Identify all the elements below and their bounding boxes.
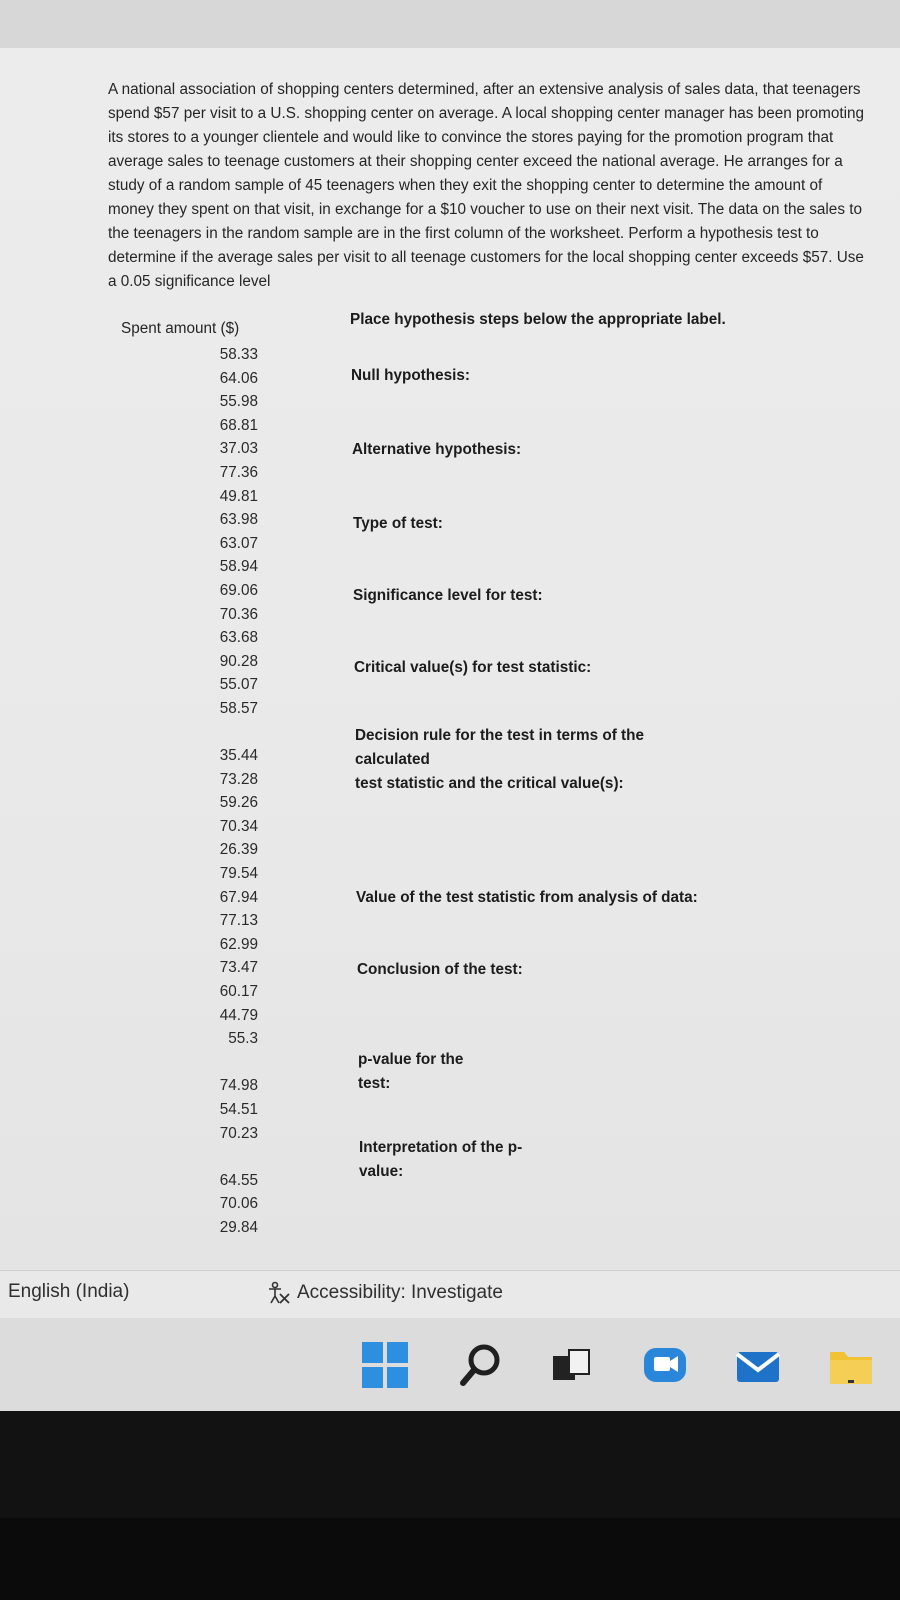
interpretation-line1: Interpretation of the p- (359, 1139, 523, 1156)
data-value: 60.17 (219, 983, 258, 1001)
data-value: 58.33 (219, 346, 258, 363)
data-value: 79.54 (219, 865, 258, 883)
decision-rule-line2: calculated (355, 751, 430, 768)
data-value: 63.07 (219, 534, 258, 552)
data-value: 64.06 (219, 369, 258, 387)
data-value: 37.03 (219, 440, 258, 458)
problem-statement: A national association of shopping centers determined, after an extensive analysis of sales data, that teenagers spend $57 per visit to a U.S. shopping center on average. A local shopping center manager has been promoting its stores to a younger clientele and would like to convince the stores paying for the promotion program that average sales to teenage customers at their shopping center exceed the national average. He arranges for a study of a random sample of 45 teenagers when they exit the shopping center to determine the amount of money they spent on that visit, in exchange for a $10 voucher to use on their next visit. The data on the sales to the teenagers in the random sample are in the first column of the worksheet. Perform a hypothesis test to determine if the average sales per visit to all teenage customers for the local shopping center exceeds $57. Use a 0.05 significance level (108, 81, 864, 290)
accessibility-icon (265, 1281, 291, 1305)
data-value: 77.36 (219, 463, 258, 481)
test-statistic-value-label: Value of the test statistic from analysis of data: (356, 889, 698, 906)
accessibility-label: Accessibility: Investigate (297, 1282, 503, 1303)
data-value: 35.44 (219, 747, 258, 765)
decision-rule-line1: Decision rule for the test in terms of the (355, 727, 644, 744)
search-icon[interactable] (455, 1340, 505, 1390)
data-value: 70.36 (219, 605, 258, 623)
data-value: 70.34 (219, 817, 258, 835)
data-gap (120, 721, 258, 745)
data-value: 90.28 (219, 652, 258, 670)
data-value: 67.94 (219, 888, 258, 906)
decision-rule-line3: test statistic and the critical value(s): (355, 775, 624, 792)
interpretation-line2: value: (359, 1163, 404, 1180)
data-value: 62.99 (219, 935, 258, 953)
desk-surface (0, 1518, 900, 1600)
data-value: 73.47 (219, 959, 258, 977)
data-value: 55.3 (228, 1030, 258, 1048)
p-value-line2: test: (358, 1075, 391, 1092)
data-value: 77.13 (219, 912, 258, 930)
data-column-header: Spent amount ($) (121, 320, 240, 337)
significance-level-label: Significance level for test: (353, 587, 543, 604)
data-value: 55.98 (219, 393, 258, 411)
data-gap (120, 1051, 258, 1075)
windows-start-icon[interactable] (360, 1340, 410, 1390)
window-top-edge (0, 0, 900, 48)
teams-meet-icon[interactable] (640, 1340, 690, 1390)
data-value: 70.23 (219, 1124, 258, 1142)
steps-header: Place hypothesis steps below the appropriate label. (350, 311, 726, 328)
type-of-test-label: Type of test: (353, 515, 443, 532)
data-value: 63.98 (219, 511, 258, 529)
data-value: 73.28 (219, 770, 258, 788)
data-value: 55.07 (219, 676, 258, 694)
taskbar (0, 1318, 900, 1411)
data-value: 58.57 (219, 699, 258, 717)
language-status[interactable]: English (India) (8, 1281, 130, 1302)
data-value: 64.55 (219, 1171, 258, 1189)
data-value: 59.26 (219, 794, 258, 812)
data-value: 70.06 (219, 1195, 258, 1213)
p-value-line1: p-value for the (358, 1051, 464, 1068)
file-explorer-icon[interactable] (826, 1340, 876, 1390)
data-value: 69.06 (219, 581, 258, 599)
critical-values-label: Critical value(s) for test statistic: (354, 659, 592, 676)
p-value-label (358, 1048, 463, 1096)
data-value: 49.81 (219, 487, 258, 505)
mail-icon[interactable] (733, 1340, 783, 1390)
data-value: 29.84 (219, 1218, 258, 1236)
conclusion-label: Conclusion of the test: (357, 961, 523, 978)
null-hypothesis-label: Null hypothesis: (351, 367, 470, 384)
accessibility-status[interactable] (265, 1281, 503, 1305)
data-value: 54.51 (219, 1101, 258, 1118)
data-gap (120, 1145, 258, 1169)
task-view-icon[interactable] (545, 1340, 595, 1390)
data-value: 68.81 (219, 416, 258, 434)
decision-rule-label (355, 724, 644, 796)
data-value: 44.79 (219, 1006, 258, 1024)
data-value: 58.94 (219, 558, 258, 576)
alternative-hypothesis-label: Alternative hypothesis: (352, 441, 522, 458)
status-bar (0, 1270, 900, 1319)
data-value: 26.39 (219, 841, 258, 859)
interpretation-label (359, 1136, 522, 1184)
data-value: 63.68 (219, 629, 258, 647)
data-value: 74.98 (219, 1077, 258, 1095)
data-column (120, 343, 258, 1240)
